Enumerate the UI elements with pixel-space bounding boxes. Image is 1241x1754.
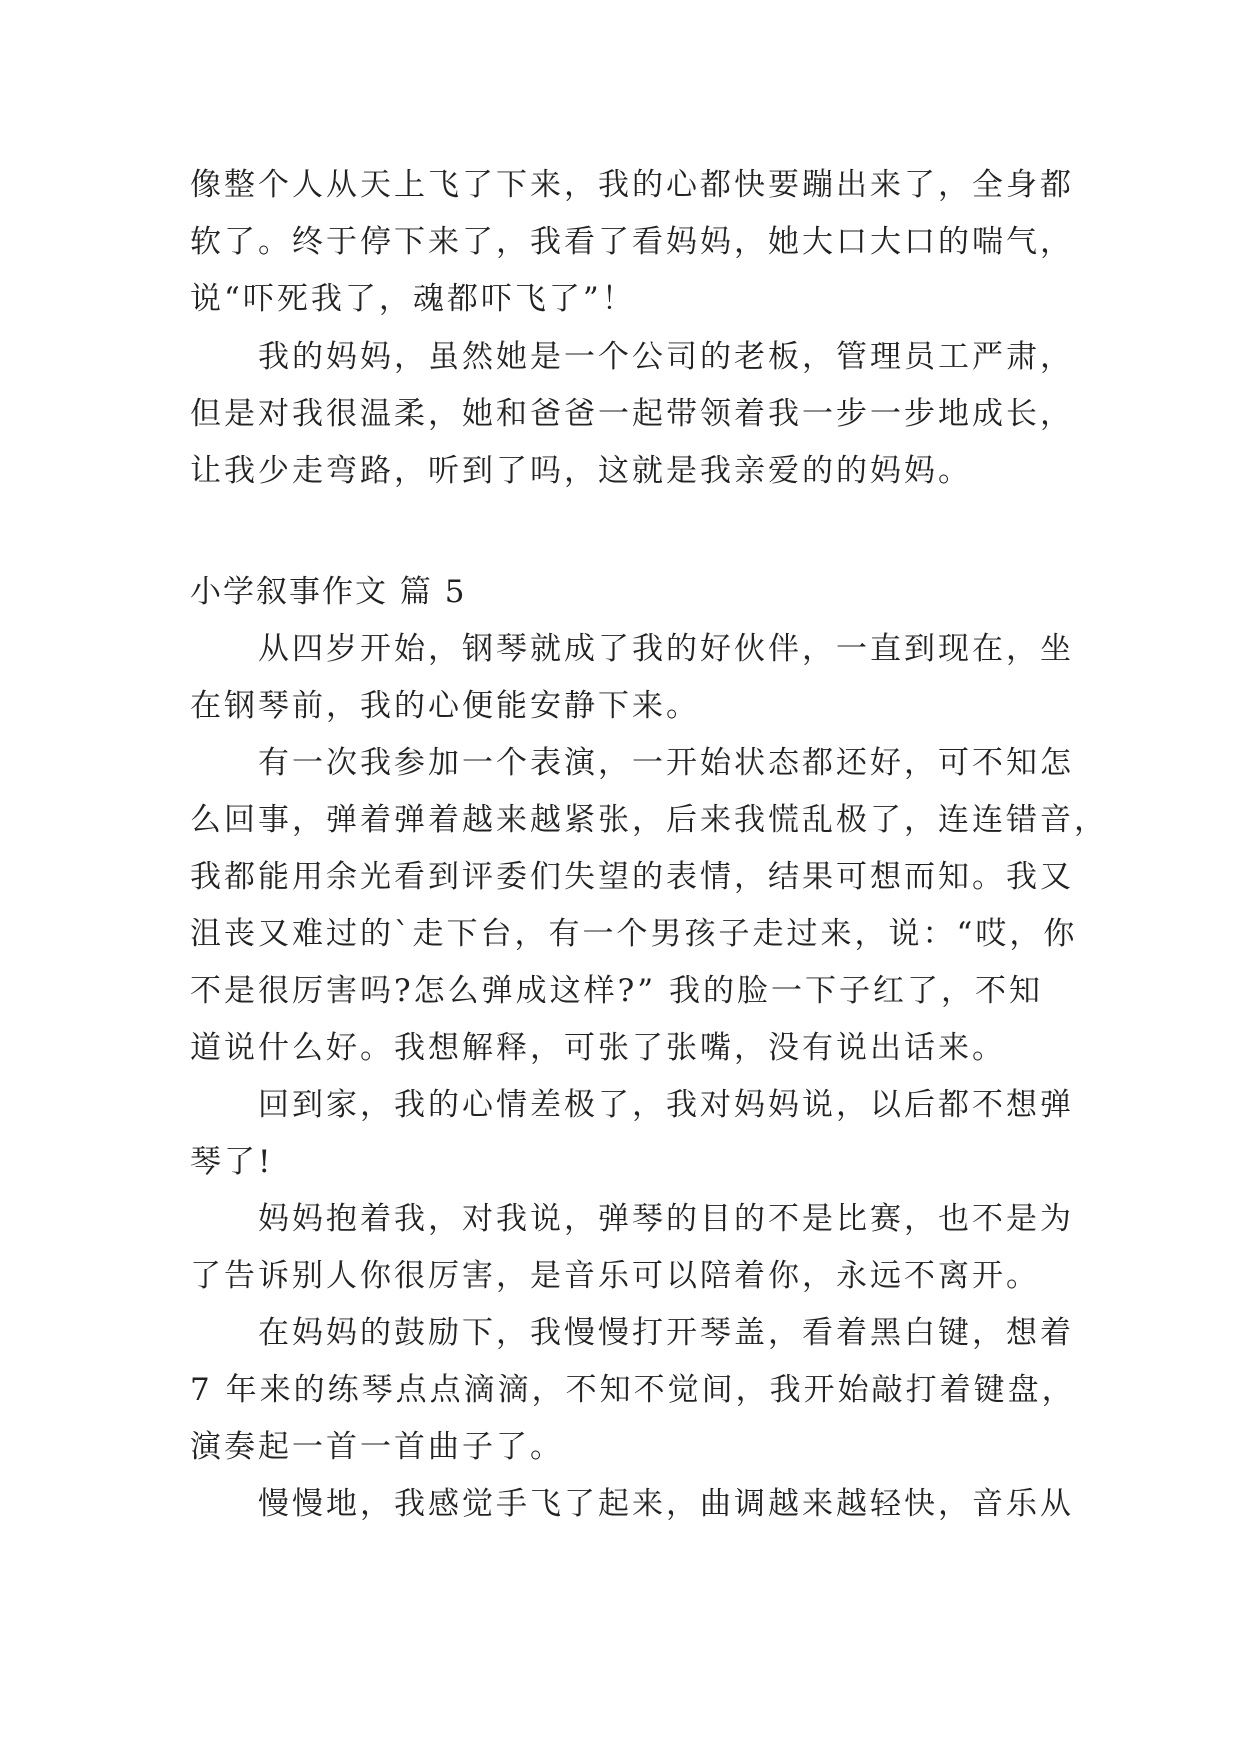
text-line: 但是对我很温柔，她和爸爸一起带领着我一步一步地成长， <box>190 396 1074 432</box>
paragraph-start-line: 从四岁开始，钢琴就成了我的好伙伴，一直到现在，坐 <box>258 631 1074 667</box>
text-line: 演奏起一首一首曲子了。 <box>190 1429 564 1465</box>
text-line: 7 年来的练琴点点滴滴，不知不觉间，我开始敲打着键盘， <box>190 1372 1076 1408</box>
paragraph-start-line: 回到家，我的心情差极了，我对妈妈说，以后都不想弹 <box>258 1087 1074 1123</box>
text-line: 像整个人从天上飞了下来，我的心都快要蹦出来了，全身都 <box>190 167 1074 203</box>
text-line: 让我少走弯路，听到了吗，这就是我亲爱的的妈妈。 <box>190 453 972 489</box>
text-line: 我都能用余光看到评委们失望的表情，结果可想而知。我又 <box>190 859 1074 895</box>
text-line: 在钢琴前，我的心便能安静下来。 <box>190 688 700 724</box>
text-line: 琴了! <box>190 1144 274 1180</box>
text-line: 说“吓死我了，魂都吓飞了”！ <box>190 281 636 317</box>
paragraph-start-line: 妈妈抱着我，对我说，弹琴的目的不是比赛，也不是为 <box>258 1201 1074 1237</box>
paragraph-start-line: 我的妈妈，虽然她是一个公司的老板，管理员工严肃， <box>258 339 1074 375</box>
text-line: 道说什么好。我想解释，可张了张嘴，没有说出话来。 <box>190 1030 1006 1066</box>
text-line: 沮丧又难过的`走下台，有一个男孩子走过来，说：“哎，你 <box>190 916 1078 952</box>
text-line: 了告诉别人你很厉害，是音乐可以陪着你，永远不离开。 <box>190 1258 1040 1294</box>
paragraph-start-line: 在妈妈的鼓励下，我慢慢打开琴盖，看着黑白键，想着 <box>258 1315 1074 1351</box>
text-line: 么回事，弹着弹着越来越紧张，后来我慌乱极了，连连错音， <box>190 802 1108 838</box>
section-heading: 小学叙事作文 篇 5 <box>190 574 467 610</box>
paragraph-start-line: 慢慢地，我感觉手飞了起来，曲调越来越轻快，音乐从 <box>258 1486 1074 1522</box>
text-line: 不是很厉害吗?怎么弹成这样?” 我的脸一下子红了，不知 <box>190 973 1043 1009</box>
paragraph-start-line: 有一次我参加一个表演，一开始状态都还好，可不知怎 <box>258 745 1074 781</box>
text-line: 软了。终于停下来了，我看了看妈妈，她大口大口的喘气， <box>190 224 1074 260</box>
